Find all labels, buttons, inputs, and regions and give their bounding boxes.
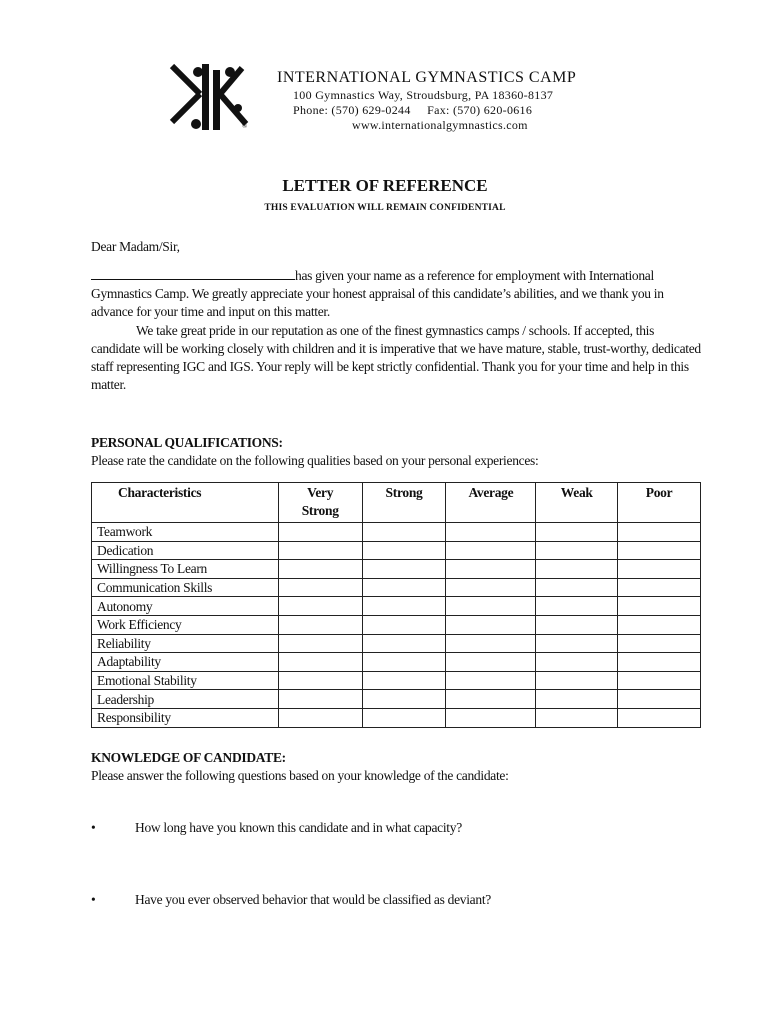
rating-cell[interactable] (362, 634, 446, 653)
rating-cell[interactable] (536, 615, 618, 634)
page-title: LETTER OF REFERENCE (282, 176, 488, 195)
salutation: Dear Madam/Sir, (91, 239, 180, 254)
rating-cell[interactable] (536, 578, 618, 597)
rating-cell[interactable] (446, 560, 536, 579)
rating-cell[interactable] (618, 690, 701, 709)
igc-logo (168, 60, 258, 136)
bullet: • (91, 892, 96, 907)
rating-cell[interactable] (362, 708, 446, 727)
rating-cell[interactable] (536, 560, 618, 579)
rating-cell[interactable] (536, 634, 618, 653)
rating-cell[interactable] (278, 671, 362, 690)
candidate-name-blank[interactable] (91, 267, 295, 280)
rating-cell[interactable] (278, 541, 362, 560)
bullet: • (91, 820, 96, 835)
rating-cell[interactable] (362, 523, 446, 542)
rating-cell[interactable] (618, 578, 701, 597)
rating-row (92, 523, 701, 542)
letterhead (277, 68, 617, 133)
rating-cell[interactable] (362, 690, 446, 709)
rating-cell[interactable] (278, 708, 362, 727)
column-header: Poor (618, 483, 701, 523)
rating-cell[interactable] (618, 523, 701, 542)
rating-cell[interactable] (362, 578, 446, 597)
rating-cell[interactable] (278, 523, 362, 542)
rating-cell[interactable] (618, 634, 701, 653)
rating-cell[interactable] (278, 634, 362, 653)
rating-cell[interactable] (536, 541, 618, 560)
rating-row (92, 578, 701, 597)
rating-cell[interactable] (446, 671, 536, 690)
rating-cell[interactable] (618, 615, 701, 634)
rating-cell[interactable] (446, 634, 536, 653)
rating-cell[interactable] (618, 597, 701, 616)
rating-cell[interactable] (446, 597, 536, 616)
rating-row (92, 708, 701, 727)
characteristic-label: Adaptability (92, 653, 279, 672)
rating-cell[interactable] (536, 690, 618, 709)
question-text: How long have you known this candidate and in what capacity? (135, 820, 462, 835)
rating-row (92, 653, 701, 672)
column-header: Characteristics (92, 483, 279, 523)
rating-cell[interactable] (536, 671, 618, 690)
rating-row (92, 615, 701, 634)
characteristic-label: Willingness To Learn (92, 560, 279, 579)
rating-cell[interactable] (446, 578, 536, 597)
rating-cell[interactable] (278, 560, 362, 579)
rating-cell[interactable] (362, 560, 446, 579)
column-header-text: Very Strong (301, 485, 339, 518)
characteristic-label: Dedication (92, 541, 279, 560)
rating-cell[interactable] (278, 653, 362, 672)
rating-cell[interactable] (618, 541, 701, 560)
org-name: INTERNATIONAL GYMNASTICS CAMP (277, 69, 577, 86)
rating-cell[interactable] (278, 690, 362, 709)
rating-cell[interactable] (536, 653, 618, 672)
rating-cell[interactable] (446, 690, 536, 709)
ratings-header-row (92, 483, 701, 523)
knowledge-section (91, 749, 701, 785)
characteristic-label: Teamwork (92, 523, 279, 542)
column-header: Average (446, 483, 536, 523)
rating-cell[interactable] (536, 597, 618, 616)
rating-cell[interactable] (362, 541, 446, 560)
ratings-table (91, 482, 701, 728)
rating-cell[interactable] (278, 615, 362, 634)
rating-cell[interactable] (362, 615, 446, 634)
rating-cell[interactable] (618, 560, 701, 579)
letter-body (91, 267, 701, 394)
paragraph-1-text: has given your name as a reference for employment with International Gymnastics Camp. We greatly appreciate your honest appraisal of this candidate’s abilities, and we thank you in advance for your time and input on this matter. (91, 268, 664, 320)
rating-cell[interactable] (362, 597, 446, 616)
characteristic-label: Communication Skills (92, 578, 279, 597)
characteristic-label: Reliability (92, 634, 279, 653)
rating-cell[interactable] (362, 671, 446, 690)
rating-cell[interactable] (446, 653, 536, 672)
registered-mark: ® (242, 122, 248, 130)
org-website: www.internationalgymnastics.com (352, 118, 528, 132)
rating-row (92, 597, 701, 616)
rating-cell[interactable] (446, 523, 536, 542)
rating-row (92, 690, 701, 709)
rating-row (92, 634, 701, 653)
personal-qualifications-section (91, 434, 701, 470)
rating-cell[interactable] (618, 708, 701, 727)
ratings-body (92, 523, 701, 728)
rating-cell[interactable] (536, 708, 618, 727)
knowledge-instructions: Please answer the following questions based on your knowledge of the candidate: (91, 768, 509, 784)
column-header (278, 483, 362, 523)
rating-row (92, 671, 701, 690)
letter-paragraph-1 (91, 267, 701, 322)
column-header: Strong (362, 483, 446, 523)
rating-cell[interactable] (278, 597, 362, 616)
org-contact: Phone: (570) 629-0244 Fax: (570) 620-0616 (293, 103, 533, 117)
rating-row (92, 560, 701, 579)
characteristic-label: Emotional Stability (92, 671, 279, 690)
rating-cell[interactable] (278, 578, 362, 597)
rating-cell[interactable] (446, 615, 536, 634)
rating-cell[interactable] (446, 708, 536, 727)
rating-cell[interactable] (618, 671, 701, 690)
personal-instructions: Please rate the candidate on the following qualities based on your personal experiences: (91, 453, 539, 469)
letter-paragraph-2: We take great pride in our reputation as one of the finest gymnastics camps / schools. If accepted, this candidate will be working closely with children and it is imperative that we have mature, stable, trust-worthy, dedicated staff representing IGC and IGS. Your reply will be kept strictly confidential. Thank you for your time and help in this matter. (91, 322, 701, 393)
column-header: Weak (536, 483, 618, 523)
characteristic-label: Work Efficiency (92, 615, 279, 634)
rating-cell[interactable] (536, 523, 618, 542)
characteristic-label: Autonomy (92, 597, 279, 616)
rating-cell[interactable] (446, 541, 536, 560)
knowledge-heading: KNOWLEDGE OF CANDIDATE: (91, 750, 286, 765)
confidential-notice: THIS EVALUATION WILL REMAIN CONFIDENTIAL (264, 203, 506, 213)
org-address: 100 Gymnastics Way, Stroudsburg, PA 18360-8137 (293, 88, 554, 102)
rating-row (92, 541, 701, 560)
question-text: Have you ever observed behavior that would be classified as deviant? (135, 892, 491, 907)
rating-cell[interactable] (362, 653, 446, 672)
characteristic-label: Leadership (92, 690, 279, 709)
characteristic-label: Responsibility (92, 708, 279, 727)
rating-cell[interactable] (618, 653, 701, 672)
personal-heading: PERSONAL QUALIFICATIONS: (91, 435, 283, 450)
